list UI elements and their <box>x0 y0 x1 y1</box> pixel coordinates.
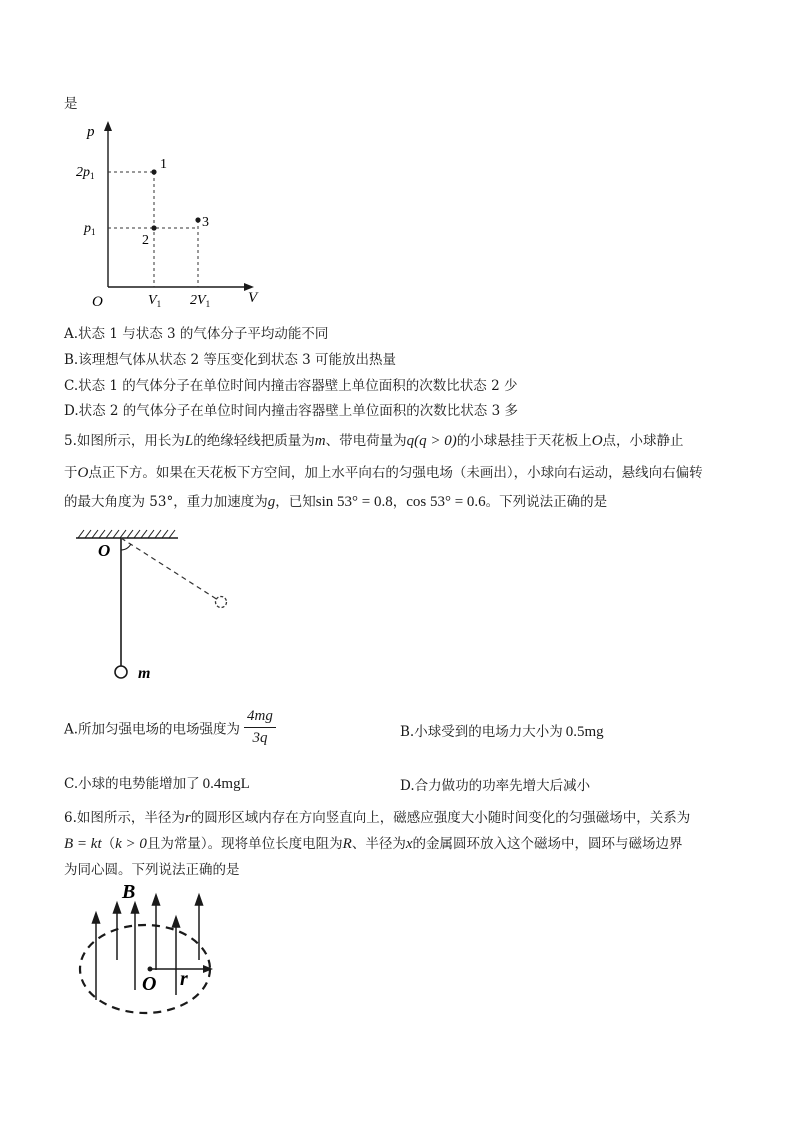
deflected-string <box>121 538 218 600</box>
pv-graph <box>70 112 270 312</box>
q5-stem-line1: 5.如图所示，用长为L的绝缘轻线把质量为m、带电荷量为q(q > 0)的小球悬挂于天花板上O点，小球静止 <box>64 433 684 449</box>
q5-stem-line3: 的最大角度为 53°，重力加速度为g，已知sin 53° = 0.8，cos 53° = 0.6。下列说法正确的是 <box>64 494 608 510</box>
q5-option-b: B.小球受到的电场力大小为 0.5mg <box>400 724 604 740</box>
q5-stem-line2: 于O点正下方。如果在天花板下方空间，加上水平向右的匀强电场（未画出），小球向右运动，悬线向右偏转 <box>64 465 703 481</box>
tick-v1: $V_1$ <box>148 293 162 309</box>
tick-2p1: $2p_1$ <box>76 165 95 181</box>
tick-2v1: $2V_1$ <box>190 293 211 309</box>
origin-label: O <box>92 294 103 310</box>
q4-option-b: B.该理想气体从状态 2 等压变化到状态 3 可能放出热量 <box>64 352 397 368</box>
state-point-2 <box>151 225 156 230</box>
q5-option-d: D.合力做功的功率先增大后减小 <box>400 778 591 794</box>
state-point-1 <box>151 169 156 174</box>
state-point-3 <box>195 217 200 222</box>
tick-p1: $p_1$ <box>84 221 96 237</box>
ball <box>115 666 127 678</box>
angle-arc <box>121 544 131 550</box>
deflected-ball <box>216 597 227 608</box>
center-label-o: O <box>142 973 157 995</box>
q6-stem-line1: 6.如图所示，半径为r的圆形区域内存在方向竖直向上，磁感应强度大小随时间变化的匀强磁场中，关系为 <box>64 810 691 826</box>
mass-label: m <box>138 665 151 682</box>
axis-label-p: p <box>87 124 95 140</box>
state-label-3: 3 <box>202 215 209 230</box>
pivot-label: O <box>98 541 111 560</box>
p-axis-arrow <box>104 121 112 131</box>
q4-option-d: D.状态 2 的气体分子在单位时间内撞击容器壁上单位面积的次数比状态 3 多 <box>64 403 518 419</box>
state-label-1: 1 <box>160 157 167 172</box>
q5-option-c: C.小球的电势能增加了 0.4mgL <box>64 776 250 792</box>
field-label-b: B <box>122 881 136 903</box>
q6-stem-line3: 为同心圆。下列说法正确的是 <box>64 862 240 878</box>
magnetic-field-figure <box>72 880 232 1030</box>
pendulum-figure <box>68 522 248 690</box>
axis-label-v: V <box>248 290 258 306</box>
q4-option-c: C.状态 1 的气体分子在单位时间内撞击容器壁上单位面积的次数比状态 2 少 <box>64 378 518 394</box>
state-label-2: 2 <box>142 233 149 248</box>
prev-question-tail: 是 <box>64 96 78 112</box>
radius-arrow <box>203 965 213 973</box>
ceiling-hatch <box>78 530 175 538</box>
q5-option-a: A.所加匀强电场的电场强度为 $\frac{4mg}{3q}$ <box>64 708 276 747</box>
q6-stem-line2: B = kt（k > 0且为常量）。现将单位长度电阻为R、半径为x的金属圆环放入这个磁场中，圆环与磁场边界 <box>64 836 683 852</box>
radius-label-r: r <box>180 968 188 990</box>
q4-option-a: A.状态 1 与状态 3 的气体分子平均动能不同 <box>64 326 329 342</box>
